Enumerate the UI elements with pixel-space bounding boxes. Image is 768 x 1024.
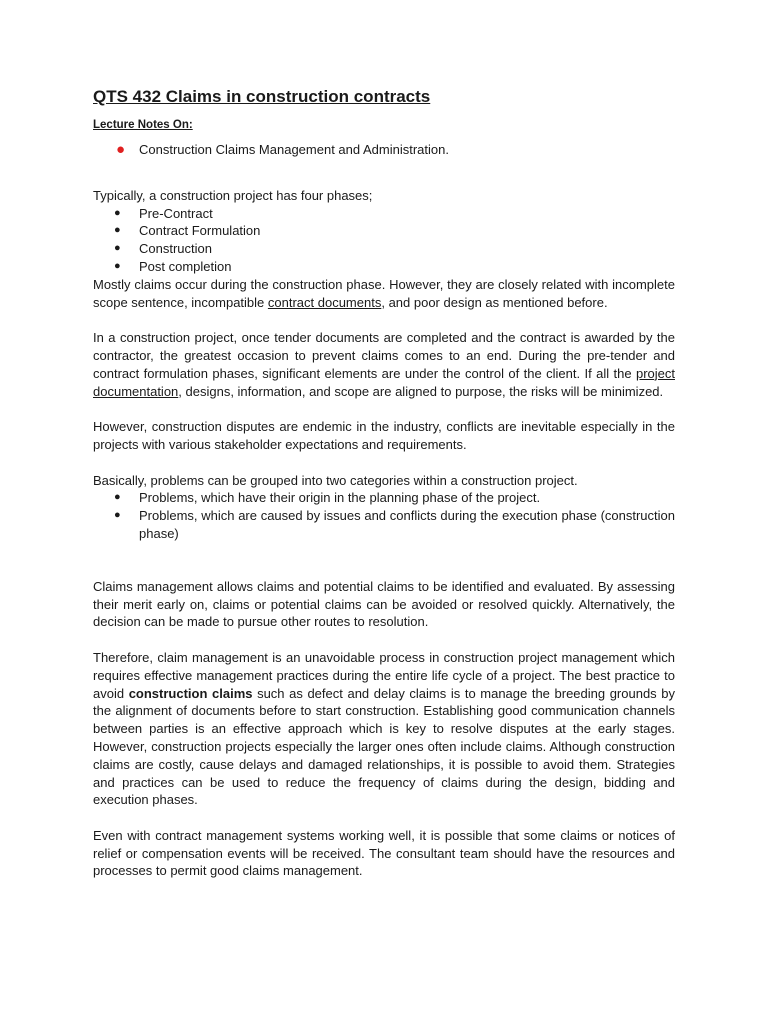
list-item bbox=[93, 205, 675, 223]
topic-list bbox=[93, 141, 675, 159]
page-title: QTS 432 Claims in construction contracts bbox=[93, 87, 431, 106]
phase-text: Pre-Contract bbox=[139, 205, 213, 221]
bullet-icon: ● bbox=[114, 491, 121, 504]
bullet-icon: ● bbox=[114, 242, 121, 255]
list-item bbox=[93, 141, 675, 159]
bold-text: construction claims bbox=[128, 685, 253, 701]
phase-text: Construction bbox=[139, 241, 212, 257]
paragraph-disputes: However, construction disputes are endemic in the industry, conflicts are inevitable especially in the projects with various stakeholder expectations and requirements. bbox=[93, 419, 675, 452]
problems-list bbox=[93, 489, 675, 542]
phase-text: Contract Formulation bbox=[139, 223, 261, 239]
contract-documents-link[interactable]: contract documents bbox=[267, 294, 382, 310]
phase-text: Post completion bbox=[139, 258, 232, 274]
text-span: , designs, information, and scope are aligned to purpose, the risks will be minimized. bbox=[178, 383, 664, 399]
project-documentation-link[interactable]: project documentation bbox=[93, 365, 675, 399]
phases-list bbox=[93, 205, 675, 276]
document-page bbox=[93, 86, 675, 898]
problem-text: Problems, which have their origin in the planning phase of the project. bbox=[139, 490, 541, 506]
bullet-icon: ● bbox=[114, 509, 121, 522]
paragraph-contract-management: Even with contract management systems working well, it is possible that some claims or notices of relief or compensation events will be received. The consultant team should have the resources and processes to permit good claims management. bbox=[93, 827, 675, 879]
topic-text: Construction Claims Management and Administration. bbox=[139, 142, 449, 157]
paragraph-tender bbox=[93, 329, 675, 400]
text-span: such as defect and delay claims is to manage the breeding grounds by the alignment of documents before to start construction. Establishing good communication channels between parties is an effective approach which is key to resolve disputes at the early stages. However, construction projects especially the larger ones often include claims. Although construction claims are costly, cause delays and damaged relationships, it is possible to avoid them. Strategies and practices can be used to reduce the frequency of claims during the design, bidding and execution phases. bbox=[93, 685, 676, 808]
paragraph-best-practice bbox=[93, 649, 675, 809]
text-span: Mostly claims occur during the construction phase. However, they are closely related with incomplete scope sentence, incompatible bbox=[93, 276, 675, 310]
spacer bbox=[93, 543, 675, 578]
problem-text: Problems, which are caused by issues and conflicts during the execution phase (construction phase) bbox=[139, 508, 675, 541]
phases-intro: Typically, a construction project has four phases; bbox=[93, 187, 373, 203]
subtitle: Lecture Notes On: bbox=[93, 119, 193, 131]
text-span: In a construction project, once tender documents are completed and the contract is awarded by the contractor, the greatest occasion to prevent claims comes to an end. During the pre-tender and contract formulation phases, significant elements are under the control of the client. If all the bbox=[93, 330, 675, 381]
bullet-icon: ● bbox=[114, 224, 121, 237]
red-bullet-icon: ● bbox=[116, 141, 126, 158]
paragraph-claims-management: Claims management allows claims and potential claims to be identified and evaluated. By assessing their merit early on, claims or potential claims can be avoided or resolved quickly. Alternatively, the decision can be made to pursue other routes to resolution. bbox=[93, 578, 675, 630]
list-item bbox=[93, 240, 675, 258]
list-item bbox=[93, 222, 675, 240]
bullet-icon: ● bbox=[114, 259, 121, 272]
text-span: Therefore, claim management is an unavoidable process in construction project management which requires effective management practices during the entire life cycle of a project. The best practice to avoid bbox=[93, 649, 675, 701]
text-span: , and poor design as mentioned before. bbox=[381, 294, 608, 310]
list-item bbox=[93, 489, 675, 507]
problems-intro: Basically, problems can be grouped into two categories within a construction project. bbox=[93, 472, 578, 488]
bullet-icon: ● bbox=[114, 206, 121, 219]
list-item bbox=[93, 258, 675, 276]
list-item bbox=[93, 507, 675, 543]
paragraph-claims-phase bbox=[93, 276, 675, 312]
